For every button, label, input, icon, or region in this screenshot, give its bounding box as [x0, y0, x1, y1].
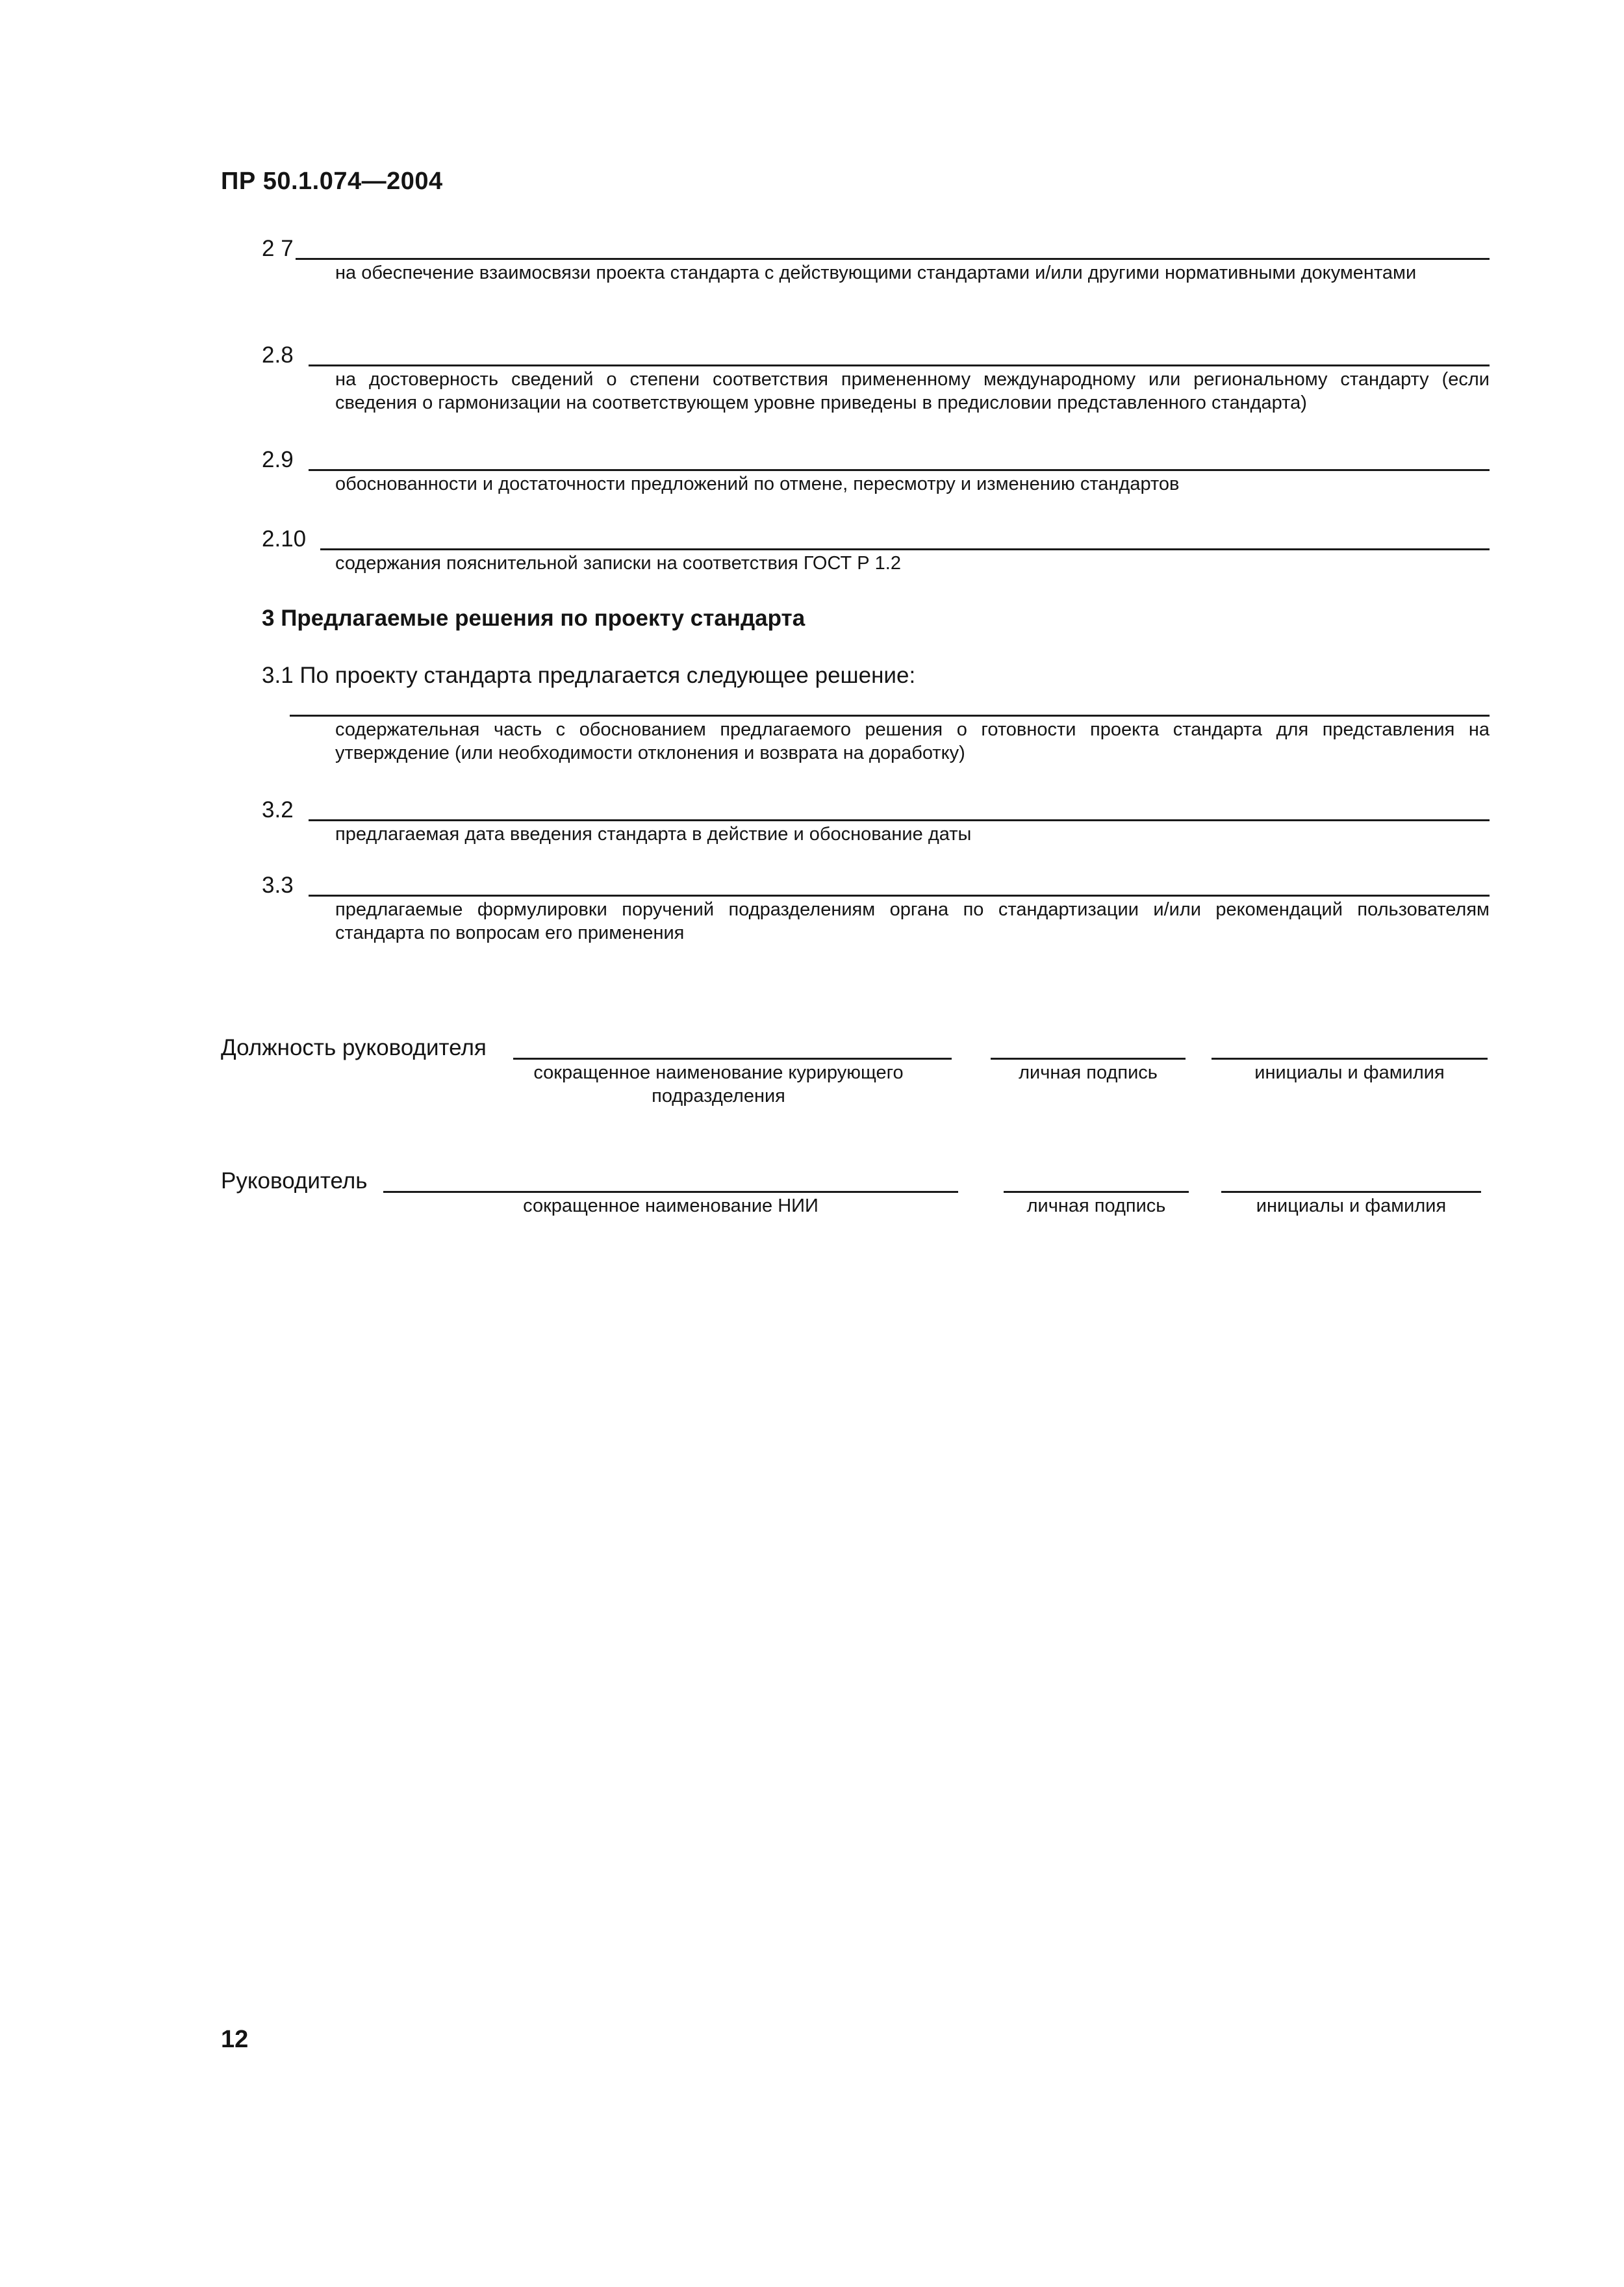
unit-caption: сокращенное наименование курирующего подразделения	[533, 1062, 904, 1106]
unit-caption: сокращенное наименование НИИ	[523, 1195, 818, 1216]
fill-line	[296, 258, 1490, 260]
unit-line	[513, 1058, 952, 1060]
fill-line	[320, 548, 1490, 550]
item-number: 3.3	[262, 873, 294, 898]
item-number: 2.9	[262, 447, 294, 472]
item-number: 2 7	[262, 236, 294, 261]
signature-line	[1004, 1191, 1189, 1193]
page-number: 12	[221, 2026, 249, 2053]
field-caption: обоснованности и достаточности предложений по отмене, пересмотру и изменению стандартов	[335, 474, 1180, 494]
item-number: 2.10	[262, 526, 307, 552]
signature-caption: личная подпись	[1026, 1195, 1166, 1216]
field-caption: предлагаемая дата введения стандарта в действие и обоснование даты	[335, 824, 972, 845]
name-line	[1221, 1191, 1481, 1193]
name-line	[1212, 1058, 1488, 1060]
section-heading: 3 Предлагаемые решения по проекту стандарта	[262, 606, 806, 631]
field-caption: на обеспечение взаимосвязи проекта стандарта с действующими стандартами и/или другими нормативными документами	[335, 262, 1417, 283]
fill-line	[309, 469, 1490, 471]
item-number: 3.2	[262, 797, 294, 823]
position-label: Должность руководителя	[221, 1035, 487, 1060]
name-caption: инициалы и фамилия	[1254, 1062, 1445, 1083]
field-caption: на достоверность сведений о степени соответствия примененному международному или региональному стандарту (если сведения о гармонизации на соответствующем уровне приведены в предисловии представленного стандарта)	[335, 369, 1490, 413]
signature-caption: личная подпись	[1019, 1062, 1158, 1083]
fill-line	[309, 819, 1490, 821]
field-caption: предлагаемые формулировки поручений подразделениям органа по стандартизации и/или рекомендаций пользователям стандарта по вопросам его применения	[335, 899, 1490, 943]
fill-line	[309, 895, 1490, 897]
fill-line	[290, 715, 1490, 717]
item-number: 2.8	[262, 342, 294, 368]
document-code: ПР 50.1.074—2004	[221, 168, 443, 195]
name-caption: инициалы и фамилия	[1256, 1195, 1447, 1216]
signature-line	[991, 1058, 1186, 1060]
field-caption: содержательная часть с обоснованием предлагаемого решения о готовности проекта стандарта для представления на утверждение (или необходимости отклонения и возврата на доработку)	[335, 719, 1490, 763]
unit-line	[383, 1191, 958, 1193]
field-caption: содержания пояснительной записки на соответствия ГОСТ Р 1.2	[335, 553, 901, 574]
item-3-1-text: 3.1 По проекту стандарта предлагается следующее решение:	[262, 663, 916, 688]
fill-line	[309, 364, 1490, 366]
head-label: Руководитель	[221, 1168, 368, 1194]
